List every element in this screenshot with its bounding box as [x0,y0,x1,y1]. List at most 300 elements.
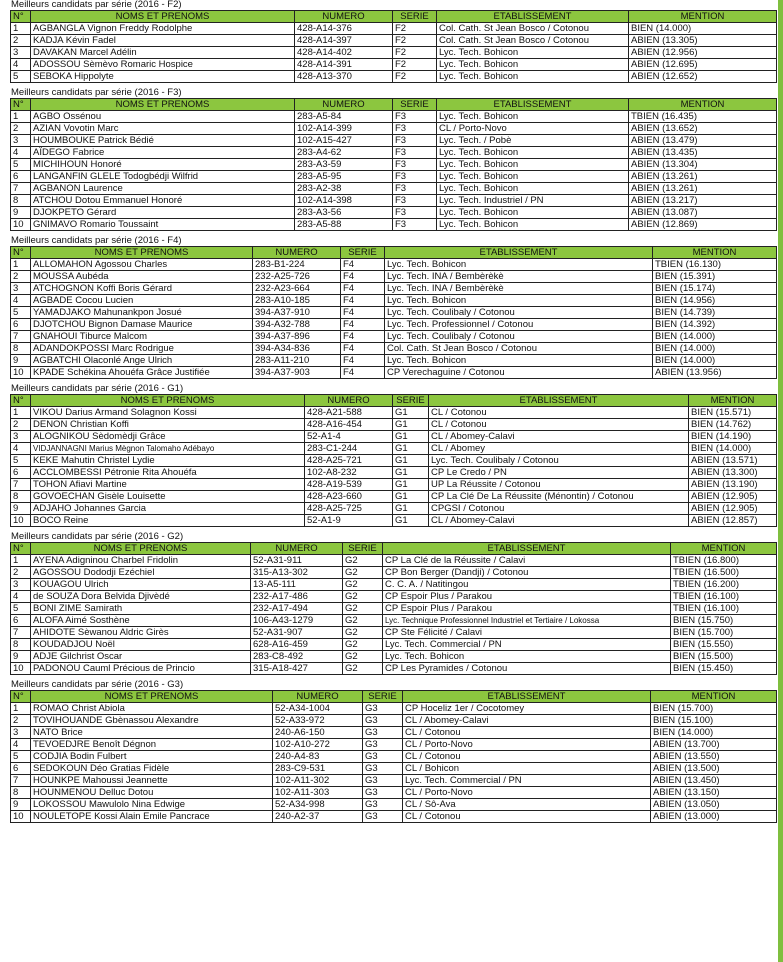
cell-etablissement: Lyc. Tech. Bohicon [385,295,653,307]
cell-serie: G3 [363,715,403,727]
cell-rank: 9 [11,503,31,515]
table-row [11,775,777,787]
cell-serie: F4 [341,343,385,355]
cell-rank: 10 [11,515,31,527]
cell-serie: G2 [343,579,383,591]
cell-mention: TBIEN (16.500) [671,567,777,579]
cell-etablissement: Col. Cath. St Jean Bosco / Cotonou [437,23,629,35]
cell-rank: 8 [11,639,31,651]
cell-etablissement: CL / Cotonou [403,811,651,823]
section-title: Meilleurs candidats par série (2016 - F3) [11,87,182,98]
cell-rank: 1 [11,703,31,715]
column-header-etablissement: ETABLISSEMENT [383,543,671,555]
cell-name: KOUDADJOU Noël [31,639,251,651]
cell-serie: G2 [343,615,383,627]
cell-mention: ABIEN (13.261) [629,183,777,195]
cell-name: HOUNKPE Mahoussi Jeannette [31,775,273,787]
cell-mention: ABIEN (13.500) [651,763,777,775]
table-row [11,515,777,527]
cell-rank: 1 [11,407,31,419]
table-row [11,443,777,455]
cell-rank: 8 [11,787,31,799]
cell-etablissement: CP Bon Berger (Dandji) / Cotonou [383,567,671,579]
cell-mention: ABIEN (13.087) [629,207,777,219]
cell-mention: ABIEN (13.050) [651,799,777,811]
cell-mention: ABIEN (12.905) [689,503,777,515]
cell-name: HOUMBOUKE Patrick Bédié [31,135,295,147]
cell-numero: 283-A10-185 [253,295,341,307]
cell-numero: 428-A14-402 [295,47,393,59]
cell-serie: G2 [343,567,383,579]
column-header-name: NOMS ET PRENOMS [31,11,295,23]
cell-serie: F3 [393,171,437,183]
cell-numero: 232-A23-664 [253,283,341,295]
cell-mention: BIEN (15.391) [653,271,777,283]
cell-numero: 283-C8-492 [251,651,343,663]
cell-name: DJOTCHOU Bignon Damase Maurice [31,319,253,331]
cell-serie: F4 [341,319,385,331]
cell-numero: 283-A2-38 [295,183,393,195]
cell-name: de SOUZA Dora Belvida Djivèdé [31,591,251,603]
cell-numero: 428-A21-588 [305,407,393,419]
cell-name: AZIAN Vovotin Marc [31,123,295,135]
cell-name: AGBADE Cocou Lucien [31,295,253,307]
cell-name: SEBOKA Hippolyte [31,71,295,83]
cell-rank: 2 [11,567,31,579]
cell-numero: 283-A4-62 [295,147,393,159]
cell-etablissement: Lyc. Tech. Bohicon [437,207,629,219]
cell-etablissement: CL / Abomey-Calavi [429,431,689,443]
section-title: Meilleurs candidats par série (2016 - G1) [11,383,184,394]
cell-rank: 1 [11,111,31,123]
cell-etablissement: CL / Sô-Ava [403,799,651,811]
table-row [11,283,777,295]
cell-mention: BIEN (15.550) [671,639,777,651]
cell-rank: 6 [11,171,31,183]
cell-serie: F3 [393,159,437,171]
cell-serie: G1 [393,419,429,431]
cell-numero: 232-A17-494 [251,603,343,615]
cell-serie: F4 [341,295,385,307]
cell-serie: G3 [363,811,403,823]
cell-name: DJOKPETO Gérard [31,207,295,219]
table-row [11,71,777,83]
cell-rank: 1 [11,23,31,35]
cell-serie: F2 [393,23,437,35]
cell-numero: 428-A14-376 [295,23,393,35]
cell-name: DAVAKAN Marcel Adélin [31,47,295,59]
cell-rank: 2 [11,123,31,135]
cell-serie: G3 [363,739,403,751]
cell-mention: BIEN (15.174) [653,283,777,295]
cell-etablissement: Lyc. Tech. Coulibaly / Cotonou [385,307,653,319]
cell-name: KOUAGOU Ulrich [31,579,251,591]
cell-name: LANGANFIN GLELE Todogbédji Wilfrid [31,171,295,183]
cell-serie: F4 [341,367,385,379]
cell-name: LOKOSSOU Mawulolo Nina Edwige [31,799,273,811]
cell-name: GNIMAVO Romario Toussaint [31,219,295,231]
cell-serie: F4 [341,259,385,271]
cell-serie: G1 [393,443,429,455]
table-row [11,491,777,503]
cell-rank: 5 [11,751,31,763]
table-row [11,23,777,35]
table-row [11,431,777,443]
table-row [11,603,777,615]
cell-numero: 52-A33-972 [273,715,363,727]
cell-numero: 394-A37-903 [253,367,341,379]
cell-serie: F3 [393,123,437,135]
results-table [10,542,777,675]
cell-numero: 428-A23-660 [305,491,393,503]
cell-name: AYENA Adigninou Charbel Fridolin [31,555,251,567]
table-row [11,319,777,331]
cell-etablissement: CL / Cotonou [403,727,651,739]
cell-mention: BIEN (14.000) [653,355,777,367]
cell-serie: F2 [393,47,437,59]
cell-mention: ABIEN (13.000) [651,811,777,823]
cell-etablissement: CPGSI / Cotonou [429,503,689,515]
cell-serie: F3 [393,195,437,207]
cell-numero: 394-A37-896 [253,331,341,343]
column-header-serie: SERIE [393,395,429,407]
cell-serie: G2 [343,639,383,651]
cell-etablissement: CP Verechaguine / Cotonou [385,367,653,379]
cell-numero: 102-A14-399 [295,123,393,135]
cell-etablissement: CL / Porto-Novo [437,123,629,135]
cell-rank: 5 [11,603,31,615]
column-header-name: NOMS ET PRENOMS [31,543,251,555]
cell-etablissement: Lyc. Tech. / Pobè [437,135,629,147]
column-header-rank: N° [11,247,31,259]
cell-rank: 5 [11,455,31,467]
cell-mention: BIEN (14.000) [653,343,777,355]
table-row [11,123,777,135]
cell-rank: 3 [11,283,31,295]
cell-serie: G3 [363,799,403,811]
cell-mention: ABIEN (13.479) [629,135,777,147]
cell-serie: F3 [393,183,437,195]
cell-mention: BIEN (14.956) [653,295,777,307]
cell-rank: 8 [11,195,31,207]
column-header-etablissement: ETABLISSEMENT [437,99,629,111]
table-row [11,555,777,567]
cell-mention: BIEN (14.762) [689,419,777,431]
cell-etablissement: Lyc. Tech. Bohicon [437,111,629,123]
cell-numero: 102-A15-427 [295,135,393,147]
cell-numero: 102-A11-302 [273,775,363,787]
cell-rank: 7 [11,479,31,491]
cell-etablissement: C. C. A. / Natitingou [383,579,671,591]
cell-rank: 10 [11,219,31,231]
column-header-rank: N° [11,395,31,407]
cell-mention: BIEN (15.700) [671,627,777,639]
column-header-mention: MENTION [629,99,777,111]
cell-etablissement: CL / Abomey-Calavi [403,715,651,727]
cell-name: HOUNMENOU Delluc Dotou [31,787,273,799]
table-row [11,467,777,479]
cell-mention: ABIEN (13.450) [651,775,777,787]
cell-name: ALLOMAHON Agossou Charles [31,259,253,271]
cell-numero: 52-A1-4 [305,431,393,443]
column-header-mention: MENTION [671,543,777,555]
cell-etablissement: CL / Cotonou [429,407,689,419]
cell-serie: F4 [341,307,385,319]
cell-etablissement: CP La Clé De La Réussite (Ménontin) / Cotonou [429,491,689,503]
cell-name: SEDOKOUN Déo Gratias Fidèle [31,763,273,775]
cell-rank: 8 [11,343,31,355]
cell-mention: BIEN (15.571) [689,407,777,419]
cell-mention: ABIEN (12.869) [629,219,777,231]
cell-mention: ABIEN (13.956) [653,367,777,379]
cell-name: AHIDOTE Sèwanou Aldric Girès [31,627,251,639]
column-header-numero: NUMERO [295,11,393,23]
cell-serie: G3 [363,751,403,763]
cell-name: AGBO Ossénou [31,111,295,123]
table-header-row [11,691,777,703]
cell-etablissement: Lyc. Tech. Bohicon [385,355,653,367]
cell-numero: 428-A19-539 [305,479,393,491]
results-document [10,0,778,828]
cell-etablissement: CL / Cotonou [403,751,651,763]
cell-name: ADOSSOU Sèmèvo Romaric Hospice [31,59,295,71]
cell-numero: 283-A5-84 [295,111,393,123]
cell-numero: 106-A43-1279 [251,615,343,627]
table-row [11,727,777,739]
column-header-rank: N° [11,99,31,111]
section-title: Meilleurs candidats par série (2016 - G2) [11,531,184,542]
column-header-etablissement: ETABLISSEMENT [437,11,629,23]
column-header-serie: SERIE [393,99,437,111]
cell-name: ROMAO Christ Abiola [31,703,273,715]
cell-name: GNAHOUI Tiburce Malcom [31,331,253,343]
column-header-serie: SERIE [363,691,403,703]
cell-numero: 102-A11-303 [273,787,363,799]
table-row [11,195,777,207]
table-row [11,419,777,431]
table-row [11,271,777,283]
cell-mention: ABIEN (13.261) [629,171,777,183]
cell-name: KPADE Schékina Ahouéfa Grâce Justifiée [31,367,253,379]
column-header-rank: N° [11,11,31,23]
cell-numero: 428-A14-391 [295,59,393,71]
table-row [11,639,777,651]
table-row [11,591,777,603]
cell-rank: 10 [11,367,31,379]
cell-name: VIKOU Darius Armand Solagnon Kossi [31,407,305,419]
cell-rank: 6 [11,763,31,775]
table-header-row [11,99,777,111]
cell-rank: 1 [11,259,31,271]
cell-mention: BIEN (15.700) [651,703,777,715]
cell-name: BOCO Reine [31,515,305,527]
table-row [11,59,777,71]
side-accent-bar [778,0,783,962]
cell-rank: 3 [11,579,31,591]
cell-etablissement: CP Ste Félicité / Calavi [383,627,671,639]
cell-mention: BIEN (14.000) [689,443,777,455]
cell-serie: G1 [393,431,429,443]
cell-numero: 102-A8-232 [305,467,393,479]
cell-mention: TBIEN (16.200) [671,579,777,591]
table-row [11,715,777,727]
cell-serie: G3 [363,775,403,787]
table-row [11,663,777,675]
cell-serie: F3 [393,207,437,219]
cell-rank: 2 [11,419,31,431]
table-header-row [11,543,777,555]
cell-serie: G1 [393,503,429,515]
cell-rank: 4 [11,147,31,159]
cell-numero: 428-A14-397 [295,35,393,47]
cell-etablissement: CL / Cotonou [429,419,689,431]
cell-etablissement: Lyc. Tech. Bohicon [437,171,629,183]
cell-name: NATO Brice [31,727,273,739]
cell-mention: BIEN (14.739) [653,307,777,319]
cell-etablissement: Col. Cath. St Jean Bosco / Cotonou [437,35,629,47]
cell-numero: 315-A13-302 [251,567,343,579]
cell-etablissement: Lyc. Tech. Bohicon [437,183,629,195]
cell-serie: G3 [363,727,403,739]
cell-numero: 283-C1-244 [305,443,393,455]
table-row [11,455,777,467]
cell-etablissement: Lyc. Tech. INA / Bembèrèkè [385,283,653,295]
cell-serie: F3 [393,111,437,123]
cell-numero: 394-A34-836 [253,343,341,355]
table-row [11,739,777,751]
table-row [11,799,777,811]
cell-numero: 283-B1-224 [253,259,341,271]
cell-etablissement: CL / Abomey-Calavi [429,515,689,527]
cell-serie: F3 [393,219,437,231]
cell-numero: 13-A5-111 [251,579,343,591]
table-row [11,147,777,159]
cell-numero: 52-A31-907 [251,627,343,639]
cell-etablissement: CL / Porto-Novo [403,787,651,799]
cell-rank: 3 [11,47,31,59]
cell-mention: BIEN (15.450) [671,663,777,675]
table-header-row [11,247,777,259]
cell-rank: 4 [11,591,31,603]
cell-numero: 102-A14-398 [295,195,393,207]
column-header-etablissement: ETABLISSEMENT [385,247,653,259]
cell-etablissement: CP Les Pyramides / Cotonou [383,663,671,675]
table-row [11,207,777,219]
results-table [10,98,777,231]
cell-rank: 7 [11,775,31,787]
cell-rank: 9 [11,355,31,367]
cell-mention: ABIEN (13.300) [689,467,777,479]
cell-rank: 6 [11,319,31,331]
cell-etablissement: Lyc. Technique Professionnel Industriel et Tertiaire / Lokossa [383,615,671,627]
cell-etablissement: CP Espoir Plus / Parakou [383,591,671,603]
cell-etablissement: Lyc. Tech. Bohicon [437,59,629,71]
table-row [11,159,777,171]
table-row [11,307,777,319]
column-header-mention: MENTION [651,691,777,703]
cell-rank: 2 [11,271,31,283]
cell-rank: 1 [11,555,31,567]
cell-rank: 2 [11,715,31,727]
cell-numero: 240-A2-37 [273,811,363,823]
cell-mention: TBIEN (16.435) [629,111,777,123]
cell-name: AGBANGLA Vignon Freddy Rodolphe [31,23,295,35]
cell-rank: 7 [11,183,31,195]
cell-etablissement: Lyc. Tech. Commercial / PN [383,639,671,651]
cell-mention: ABIEN (13.700) [651,739,777,751]
cell-etablissement: Lyc. Tech. Professionnel / Cotonou [385,319,653,331]
cell-mention: ABIEN (13.652) [629,123,777,135]
cell-etablissement: Lyc. Tech. Bohicon [437,219,629,231]
table-row [11,615,777,627]
cell-numero: 428-A16-454 [305,419,393,431]
cell-mention: BIEN (14.190) [689,431,777,443]
section-title: Meilleurs candidats par série (2016 - G3) [11,679,184,690]
cell-rank: 5 [11,307,31,319]
table-row [11,35,777,47]
results-table [10,394,777,527]
cell-mention: ABIEN (13.304) [629,159,777,171]
cell-rank: 5 [11,71,31,83]
cell-numero: 283-C9-531 [273,763,363,775]
cell-rank: 4 [11,59,31,71]
table-row [11,503,777,515]
cell-mention: TBIEN (16.130) [653,259,777,271]
cell-name: TOHON Afiavi Martine [31,479,305,491]
cell-serie: G2 [343,603,383,615]
cell-numero: 283-A11-210 [253,355,341,367]
cell-rank: 9 [11,799,31,811]
column-header-etablissement: ETABLISSEMENT [403,691,651,703]
cell-rank: 2 [11,35,31,47]
table-header-row [11,395,777,407]
cell-rank: 9 [11,651,31,663]
cell-name: VIDJANNAGNI Marius Mègnon Talomaho Adébayo [31,443,305,455]
cell-rank: 6 [11,615,31,627]
cell-serie: G1 [393,455,429,467]
cell-rank: 3 [11,135,31,147]
column-header-name: NOMS ET PRENOMS [31,395,305,407]
results-table [10,10,777,83]
cell-name: AGOSSOU Dododji Ezéchiel [31,567,251,579]
cell-etablissement: CL / Abomey [429,443,689,455]
cell-numero: 283-A5-88 [295,219,393,231]
column-header-name: NOMS ET PRENOMS [31,247,253,259]
cell-etablissement: Lyc. Tech. Commercial / PN [403,775,651,787]
table-row [11,479,777,491]
cell-mention: ABIEN (13.550) [651,751,777,763]
cell-serie: G1 [393,467,429,479]
cell-numero: 428-A25-725 [305,503,393,515]
cell-numero: 428-A25-721 [305,455,393,467]
cell-etablissement: CP Hoceliz 1er / Cocotomey [403,703,651,715]
cell-name: ALOFA Aimé Sosthène [31,615,251,627]
cell-mention: ABIEN (13.150) [651,787,777,799]
cell-serie: F3 [393,135,437,147]
table-row [11,407,777,419]
cell-name: PADONOU Cauml Précious de Princio [31,663,251,675]
table-row [11,787,777,799]
table-row [11,751,777,763]
cell-serie: G2 [343,591,383,603]
column-header-numero: NUMERO [305,395,393,407]
cell-name: ACCLOMBESSI Pétronie Rita Ahouéfa [31,467,305,479]
cell-serie: G2 [343,651,383,663]
cell-name: AÏDEGO Fabrice [31,147,295,159]
table-row [11,135,777,147]
table-row [11,579,777,591]
cell-numero: 283-A5-95 [295,171,393,183]
